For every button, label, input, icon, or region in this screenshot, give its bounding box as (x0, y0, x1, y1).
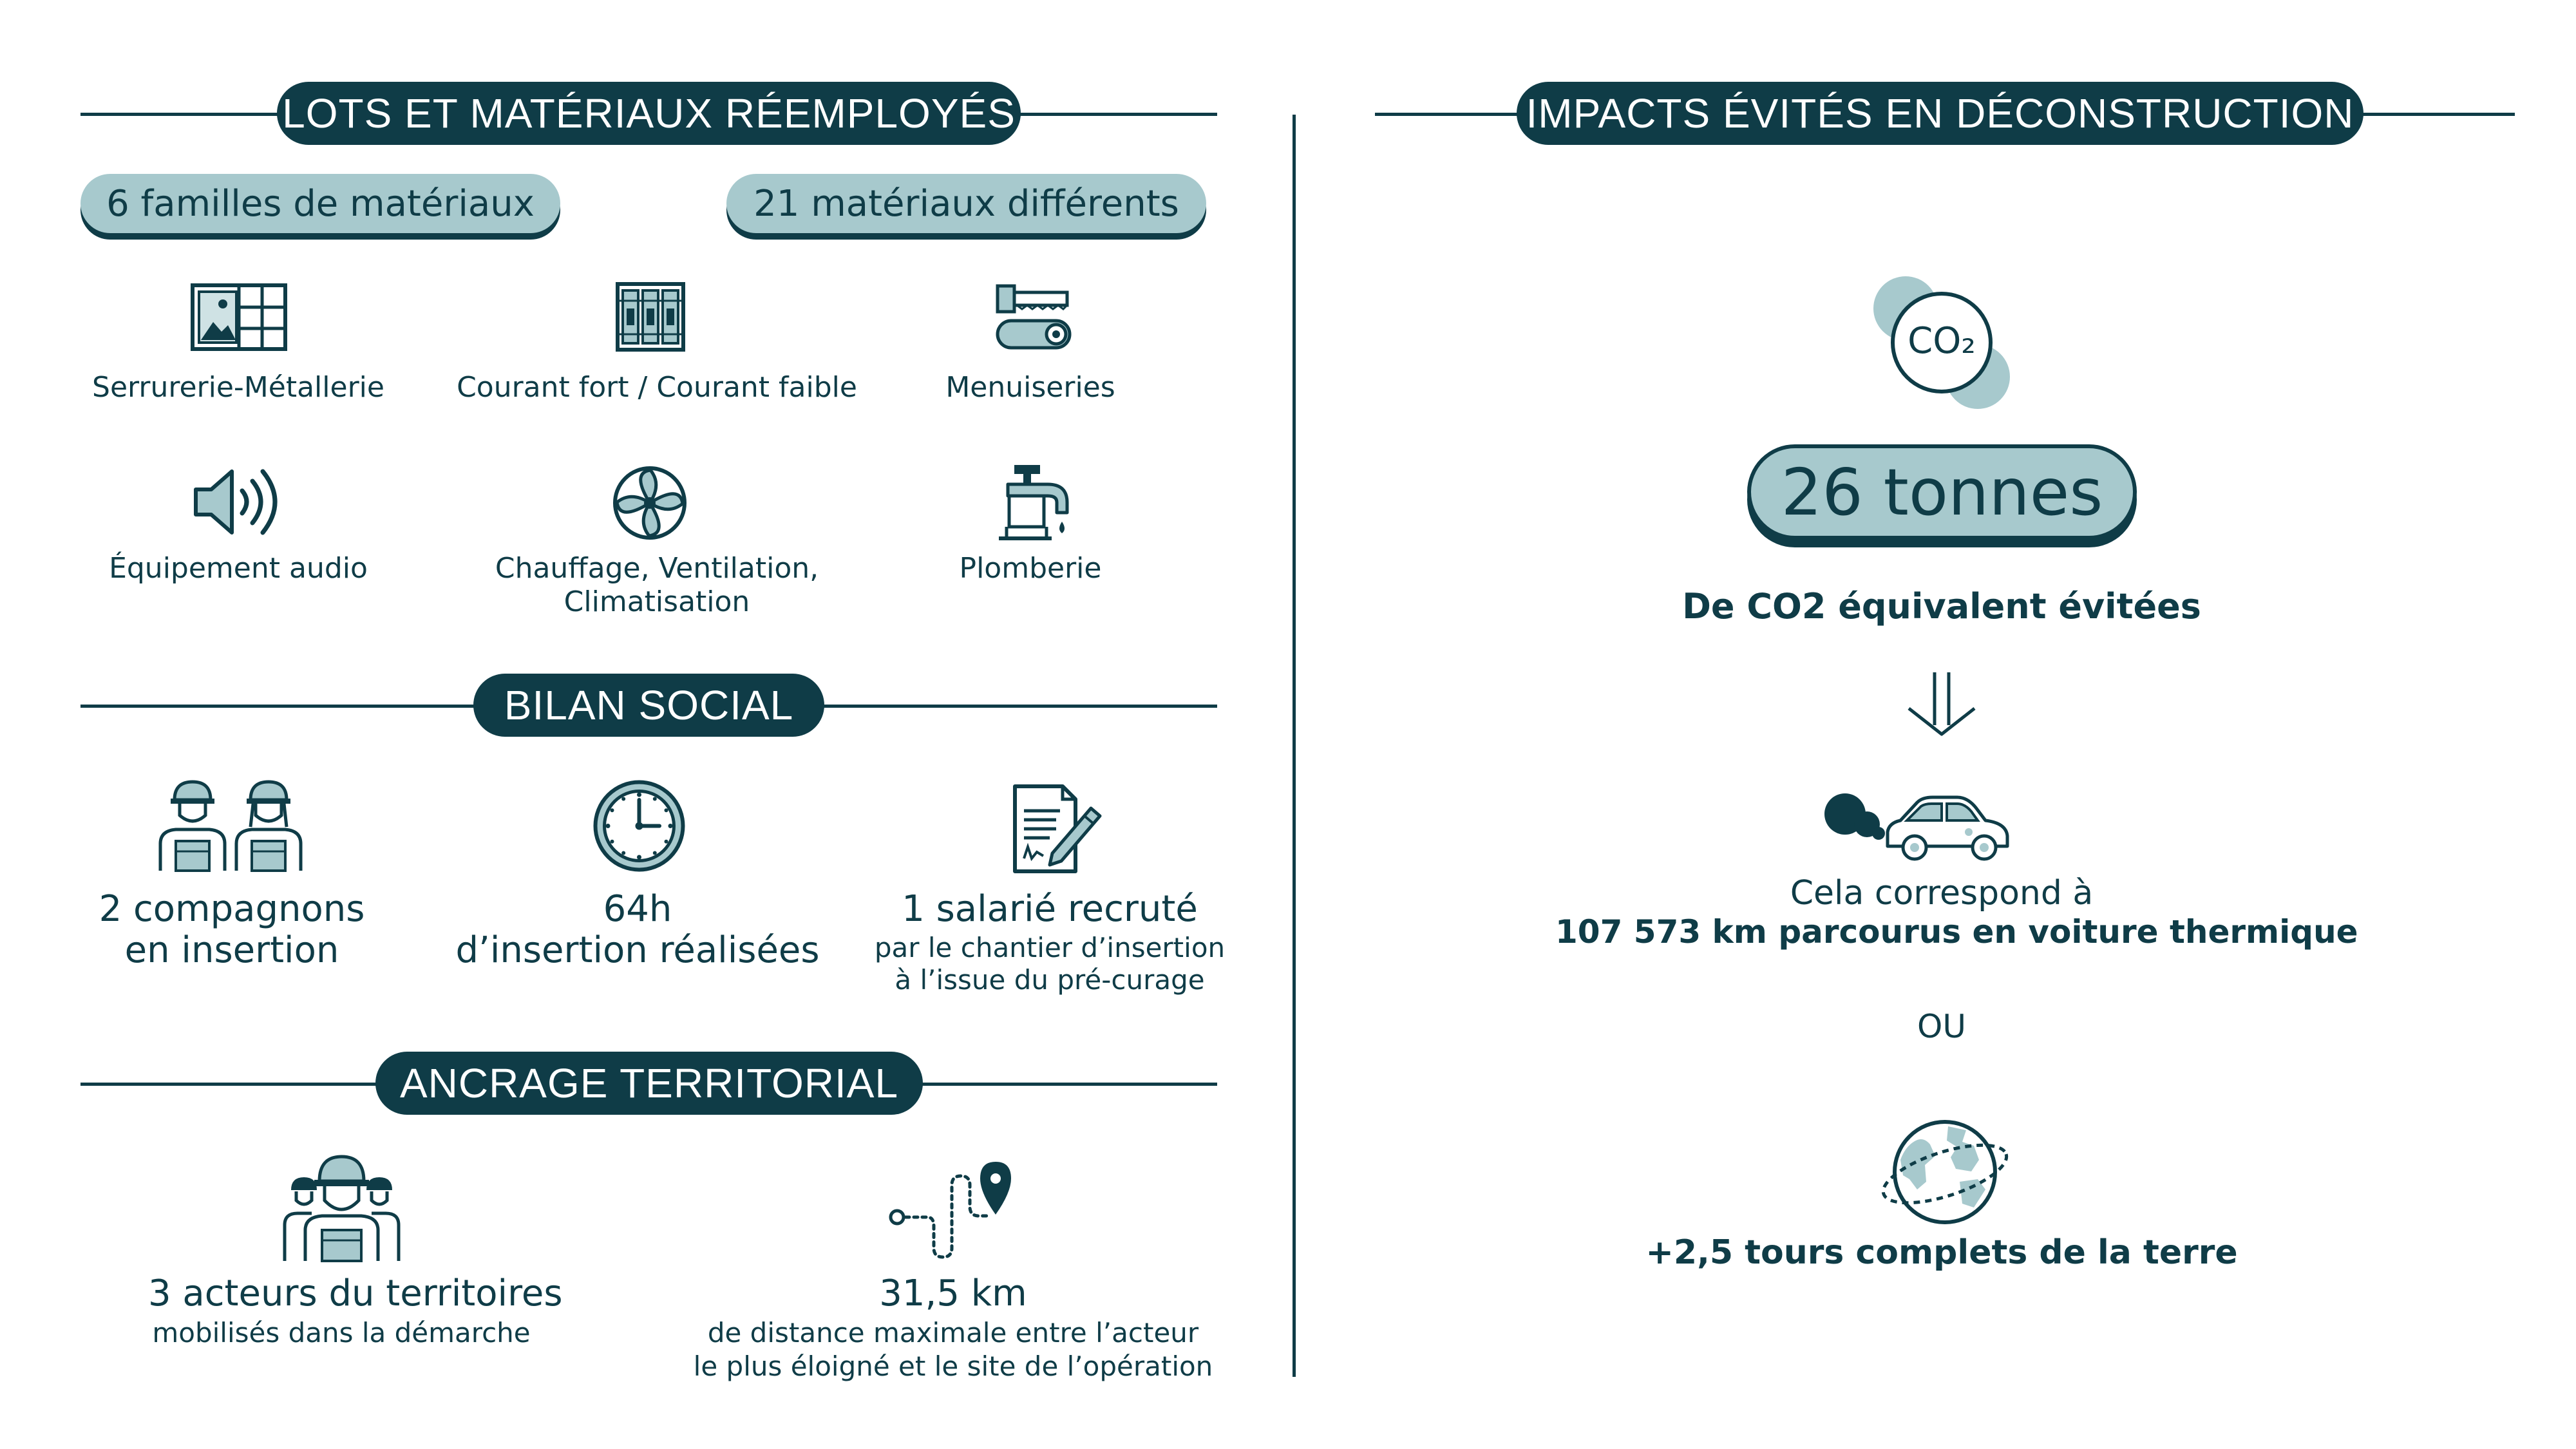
lots-item-label: Climatisation (564, 585, 750, 618)
window-icon (191, 283, 287, 351)
clock-icon (592, 779, 686, 873)
lots-item-label: Équipement audio (109, 552, 368, 585)
social-title: BILAN SOCIAL (473, 674, 824, 737)
distance-caption: de distance maximale entre l’acteur (707, 1317, 1199, 1349)
materials-badge: 21 matériaux différents (726, 174, 1206, 233)
workers-caption: en insertion (124, 929, 339, 971)
actors-caption: mobilisés dans la démarche (152, 1317, 531, 1349)
saw-icon (995, 283, 1072, 351)
distance-value: 31,5 km (879, 1273, 1027, 1314)
lots-item-label: Plomberie (959, 552, 1102, 585)
lots-item-label: Chauffage, Ventilation, (495, 552, 819, 585)
impacts-title: IMPACTS ÉVITÉS EN DÉCONSTRUCTION (1517, 82, 2363, 145)
actors-count: 3 acteurs du territoires (148, 1273, 563, 1314)
speaker-icon (192, 465, 285, 539)
car-caption-distance: 107 573 km parcourus en voiture thermique (1555, 913, 2358, 951)
hired-caption: à l’issue du pré-curage (895, 964, 1205, 996)
tonnes-badge: 26 tonnes (1747, 444, 2137, 540)
lots-item-label: Menuiseries (945, 371, 1115, 404)
fan-icon (612, 465, 688, 541)
hired-caption: par le chantier d’insertion (874, 932, 1226, 963)
lots-title: LOTS ET MATÉRIAUX RÉEMPLOYÉS (277, 82, 1021, 145)
lots-item-label: Courant fort / Courant faible (457, 371, 857, 404)
workers-icon (156, 779, 308, 873)
workers-count: 2 compagnons (99, 888, 365, 930)
territory-title: ANCRAGE TERRITORIAL (375, 1052, 923, 1115)
faucet-icon (996, 462, 1074, 543)
hours-value: 64h (603, 888, 672, 930)
car-caption-intro: Cela correspond à (1790, 874, 2094, 913)
lots-item-label: Serrurerie-Métallerie (92, 371, 384, 404)
down-arrow-icon (1906, 670, 1977, 737)
actors-icon (282, 1154, 401, 1264)
car-icon (1819, 787, 2012, 864)
co2-caption: De CO2 équivalent évitées (1682, 586, 2201, 627)
hired-count: 1 salarié recruté (902, 888, 1198, 930)
earth-caption: +2,5 tours complets de la terre (1645, 1233, 2238, 1272)
families-badge: 6 familles de matériaux (80, 174, 560, 233)
contract-icon (1011, 782, 1104, 876)
column-divider (1293, 115, 1296, 1377)
co2-badge-label: CO₂ (1908, 320, 1976, 362)
circuit-breaker-icon (615, 281, 686, 352)
or-separator: OU (1917, 1008, 1966, 1045)
distance-caption: le plus éloigné et le site de l’opération (693, 1350, 1213, 1382)
hours-caption: d’insertion réalisées (455, 929, 820, 971)
route-icon (889, 1159, 1018, 1262)
earth-icon (1877, 1117, 2012, 1227)
